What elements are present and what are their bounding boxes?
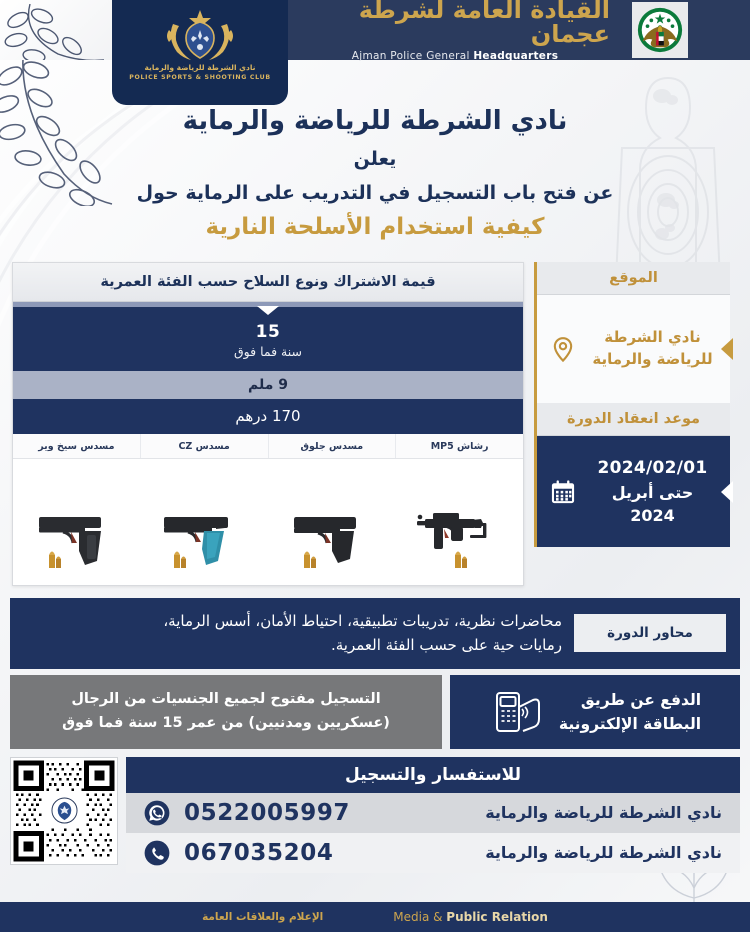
contact-column [126,757,740,873]
whatsapp-icon[interactable] [144,800,170,826]
weapon-label-glock: مسدس جلوق [268,434,396,458]
club-name-arabic: نادي الشرطة للرياضة والرماية [144,63,256,72]
cartridge-icon [174,552,186,569]
payment-block [450,675,740,749]
contactless-card-payment-icon [489,685,543,739]
fees-table-heading: قيمة الاشتراك ونوع السلاح حسب الفئة العمرية [13,263,523,302]
qr-center-logo-icon [49,796,79,826]
uae-eagle-emblem-icon [632,2,688,58]
date-arrow-icon [721,481,733,503]
map-pin-icon [549,335,577,363]
weapon-label-mp5: رشاش MP5 [395,434,523,458]
header-titles [300,0,610,60]
weapon-images-row [13,459,523,585]
phone-icon[interactable] [144,840,170,866]
contact-row-whatsapp[interactable] [126,793,740,833]
org-name-arabic: القيادة العامة لشرطة عجمان [358,0,610,48]
topics-line-1: محاضرات نظرية، تدريبات تطبيقية، احتياط الأمان، أسس الرماية، [163,612,562,630]
club-name-english: POLICE SPORTS & SHOOTING CLUB [129,73,271,81]
cartridge-icon [49,552,61,569]
date-heading: موعد انعقاد الدورة [537,403,730,436]
weapon-labels-row [13,434,523,459]
weapon-image-sig-cell [13,463,141,575]
age-label: سنة فما فوق [233,344,303,359]
location-heading: الموقع [537,262,730,295]
date-line-2: حتى أبريل 2024 [611,482,694,525]
calendar-icon [549,478,577,506]
title-line-2: يعلن [353,148,397,170]
eligibility-block [10,675,442,749]
contact-heading: للاستفسار والتسجيل [126,757,740,793]
age-row [13,307,523,371]
page-footer [0,902,750,932]
course-topics-text [24,609,562,658]
date-value [587,456,718,527]
price-row: 170 درهم [13,399,523,434]
pistol-sig-sauer-icon [25,497,129,575]
age-number: 15 [255,322,281,342]
contact-row-phone[interactable] [126,833,740,873]
course-topics-strip [10,598,740,669]
chevron-down-icon [257,306,279,315]
course-topics-tag: محاور الدورة [574,614,726,652]
contact-label-phone: نادي الشرطة للرياضة والرماية [485,843,722,863]
cartridge-icon [304,552,316,569]
info-sidebar [534,262,730,547]
pistol-cz-icon [152,497,256,575]
weapon-image-cz-cell [141,463,269,575]
police-club-crest-icon [163,6,237,62]
topics-line-2: رمايات حية على حسب الفئة العمرية. [331,636,562,655]
date-line-1: 2024/02/01 [597,458,708,478]
page-header [0,0,750,81]
main-content-area [12,262,730,586]
weapon-label-cz: مسدس CZ [140,434,268,458]
title-line-1: نادي الشرطة للرياضة والرماية [182,106,568,136]
location-block [537,295,730,403]
org-name-english: Ajman Police General Headquarters [351,50,559,62]
header-left-notch [0,0,112,60]
title-line-4: كيفية استخدام الأسلحة النارية [205,214,545,240]
payment-line-1: الدفع عن طريق [580,690,702,709]
payment-line-2: البطاقة الإلكترونية [558,714,702,733]
weapon-image-mp5-cell [396,463,524,575]
header-laurel-icon [4,4,108,60]
eligibility-line-1: التسجيل مفتوح لجميع الجنسيات من الرجال [71,690,381,707]
header-right-fill [688,0,750,60]
weapon-label-sig: مسدس سيخ وير [38,441,115,452]
contact-section [10,757,740,873]
club-badge [112,0,288,105]
contact-number-phone[interactable]: 067035204 [184,839,334,866]
eligibility-line-2: (عسكريين ومدنيين) من عمر 15 سنة فما فوق [62,714,390,731]
eligibility-payment-row [10,675,740,749]
cartridge-icon [455,552,467,569]
footer-text-arabic: الإعلام والعلاقات العامة [202,911,324,923]
qr-code-icon[interactable] [10,757,118,865]
title-line-3: عن فتح باب التسجيل في التدريب على الرماية حول [136,182,614,204]
payment-text [559,688,701,736]
caliber-row: 9 ملم [13,371,523,399]
submachine-gun-mp5-icon [407,497,511,575]
contact-label-whatsapp: نادي الشرطة للرياضة والرماية [485,803,722,823]
pistol-glock-icon [280,497,384,575]
contact-number-whatsapp[interactable]: 0522005997 [184,799,351,826]
weapon-image-glock-cell [268,463,396,575]
footer-text-english: Media & Public Relation [393,910,548,924]
fees-table-card [12,262,524,586]
location-arrow-icon [721,338,733,360]
date-block [537,436,730,547]
location-value: نادي الشرطة للرياضة والرماية [592,328,713,368]
